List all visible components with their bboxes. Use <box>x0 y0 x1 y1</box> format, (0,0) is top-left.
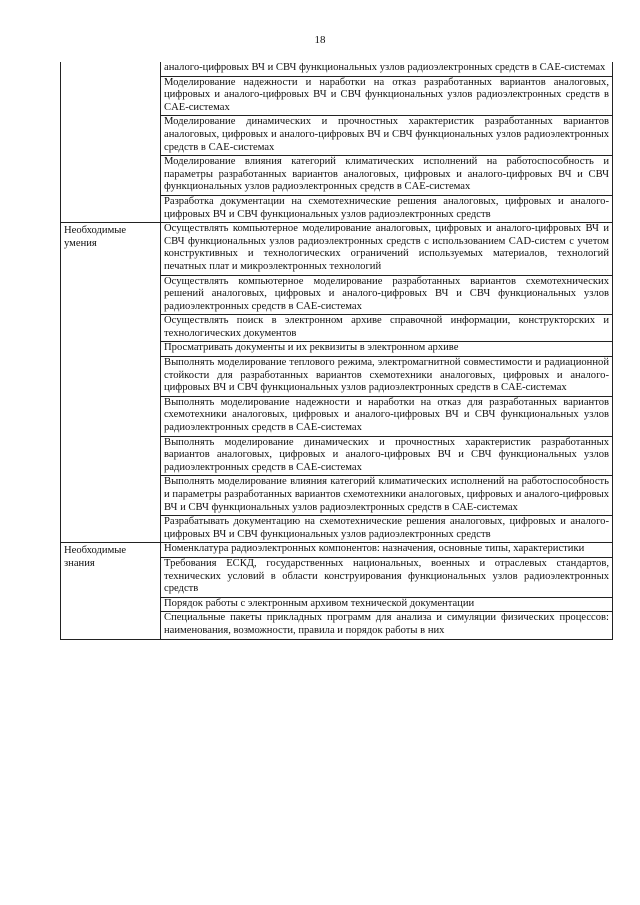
table-cell: Выполнять моделирование надежности и наработки на отказ для разработанных вариантов схемотехники аналоговых, цифровых и аналого-цифровых ВЧ и СВЧ функциональных узлов радиоэлектронных средств в CAE-системах <box>161 396 613 436</box>
table-cell: Порядок работы с электронным архивом технической документации <box>161 597 613 612</box>
competency-table <box>60 62 613 640</box>
table-cell: Осуществлять поиск в электронном архиве справочной информации, конструкторских и технологических документов <box>161 315 613 342</box>
table-cell: Разработка документации на схемотехнические решения аналоговых, цифровых и аналого-цифровых ВЧ и СВЧ функциональных узлов радиоэлектронных средств <box>161 195 613 222</box>
table-cell: Моделирование влияния категорий климатических исполнений на работоспособность и параметры разработанных вариантов аналоговых, цифровых и аналого-цифровых ВЧ и СВЧ функциональных узлов радиоэлектронных средств в CAE-системах <box>161 156 613 196</box>
table-cell: Осуществлять компьютерное моделирование разработанных вариантов схемотехнических решений аналоговых, цифровых и аналого-цифровых ВЧ и СВЧ функциональных узлов радиоэлектронных средств в CAE-системах <box>161 275 613 315</box>
table-row <box>61 62 613 76</box>
table-cell: Номенклатура радиоэлектронных компонентов: назначения, основные типы, характеристики <box>161 543 613 558</box>
table-row <box>61 543 613 558</box>
table-cell: Специальные пакеты прикладных программ для анализа и симуляции физических процессов: наименования, возможности, правила и порядок работы в них <box>161 612 613 639</box>
table-cell: Требования ЕСКД, государственных национальных, военных и отраслевых стандартов, технических условий в области конструирования функциональных узлов радиоэлектронных средств <box>161 557 613 597</box>
section-label-skills: Необходимые умения <box>61 223 161 543</box>
page-number: 18 <box>314 34 326 46</box>
table-cell: аналого-цифровых ВЧ и СВЧ функциональных узлов радиоэлектронных средств в CAE-системах <box>161 62 613 76</box>
table-row <box>61 223 613 275</box>
table-cell: Выполнять моделирование динамических и прочностных характеристик разработанных вариантов аналоговых, цифровых и аналого-цифровых ВЧ и СВЧ функциональных узлов радиоэлектронных средств в CAE-системах <box>161 436 613 476</box>
table-cell: Выполнять моделирование теплового режима, электромагнитной совместимости и радиационной стойкости для разработанных вариантов схемотехники аналоговых, цифровых и аналого-цифровых ВЧ и СВЧ функциональных узлов радиоэлектронных средств в CAE-системах <box>161 357 613 397</box>
table-cell: Разрабатывать документацию на схемотехнические решения аналоговых, цифровых и аналого-цифровых ВЧ и СВЧ функциональных узлов радиоэлектронных средств <box>161 516 613 543</box>
table-cell: Осуществлять компьютерное моделирование аналоговых, цифровых и аналого-цифровых ВЧ и СВЧ функциональных узлов радиоэлектронных средств с использованием CAD-систем с учетом конструктивных и технологических ограничений используемых материалов, технологий печатных плат и микроэлектронных технологий <box>161 223 613 275</box>
section-label-knowledge: Необходимые знания <box>61 543 161 639</box>
table-cell: Моделирование динамических и прочностных характеристик разработанных вариантов аналоговых, цифровых и аналого-цифровых ВЧ и СВЧ функциональных узлов радиоэлектронных средств в CAE-системах <box>161 116 613 156</box>
table-cell: Просматривать документы и их реквизиты в электронном архиве <box>161 342 613 357</box>
table-cell: Выполнять моделирование влияния категорий климатических исполнений на работоспособность и параметры разработанных вариантов схемотехники аналоговых, цифровых и аналого-цифровых ВЧ и СВЧ функциональных узлов радиоэлектронных средств в CAE-системах <box>161 476 613 516</box>
section-label-continued <box>61 62 161 223</box>
table-cell: Моделирование надежности и наработки на отказ разработанных вариантов аналоговых, цифровых и аналого-цифровых ВЧ и СВЧ функциональных узлов радиоэлектронных средств в CAE-системах <box>161 76 613 116</box>
